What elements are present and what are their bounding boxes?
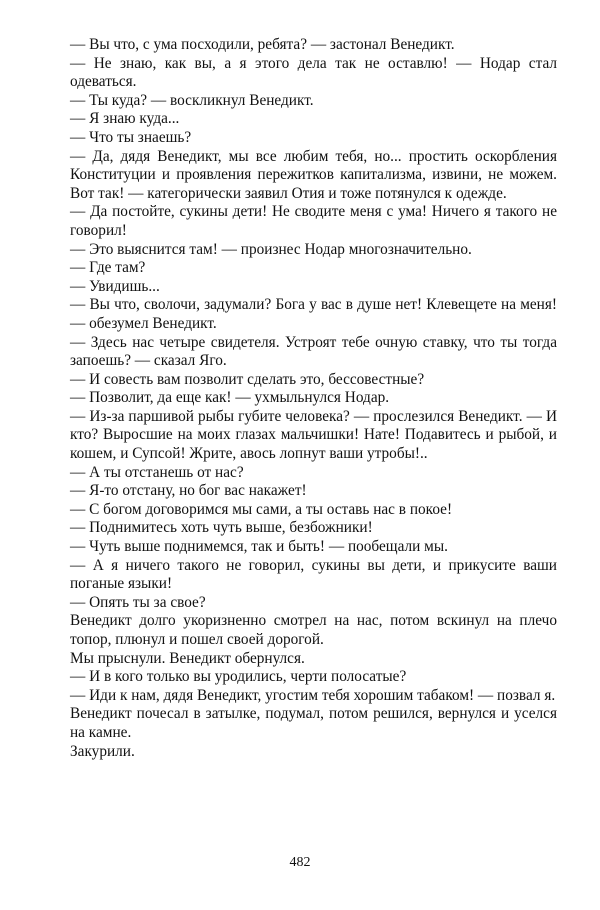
paragraph: — Что ты знаешь?: [70, 128, 192, 146]
paragraph: — Где там?: [70, 259, 146, 277]
paragraph: — С богом договоримся мы сами, а ты оставь нас в покое!: [70, 500, 453, 518]
paragraph: — Увидишь...: [70, 277, 160, 295]
paragraph: — Опять ты за свое?: [70, 593, 206, 611]
paragraph: — Вы что, с ума посходили, ребята? — застонал Венедикт.: [70, 36, 455, 53]
paragraph: Мы прыснули. Венедикт обернулся.: [70, 649, 305, 667]
paragraph: Венедикт почесал в затылке, подумал, потом решился, вернулся и уселся на камне.: [70, 705, 557, 741]
paragraph: — Я знаю куда...: [70, 110, 180, 128]
page-number: 482: [289, 855, 311, 870]
page-text: [70, 36, 557, 761]
paragraph: — Да постойте, сукины дети! Не сводите меня с ума! Ничего я такого не говорил!: [70, 203, 557, 239]
paragraph: — А я ничего такого не говорил, сукины вы дети, и прикусите ваши поганые языки!: [70, 556, 557, 593]
paragraph: — Позволит, да еще как! — ухмыльнулся Нодар.: [70, 389, 390, 407]
paragraph: — Чуть выше поднимемся, так и быть! — пообещали мы.: [70, 538, 448, 556]
paragraph: Закурили.: [70, 742, 135, 760]
paragraph: — Из-за паршивой рыбы губите человека? — прослезился Венедикт. — И кто? Выросшие на моих глазах мальчишки! Нате! Подавитесь и рыбой, и кошем, и Супсой! Жрите, авось лопнут ваши утробы!..: [70, 407, 557, 463]
paragraph: Венедикт долго укоризненно смотрел на нас, потом вскинул на плечо топор, плюнул и пошел своей дорогой.: [70, 612, 557, 648]
paragraph: — Это выяснится там! — произнес Нодар многозначительно.: [70, 240, 472, 258]
paragraph: — Вы что, сволочи, задумали? Бога у вас в душе нет! Клевещете на меня! — обезумел Венедикт.: [70, 296, 557, 332]
paragraph: — Не знаю, как вы, а я этого дела так не оставлю! — Нодар стал одеваться.: [70, 54, 557, 91]
paragraph: — И в кого только вы уродились, черти полосатые?: [70, 668, 407, 686]
paragraph: — Я-то отстану, но бог вас накажет!: [70, 482, 307, 500]
paragraph: — И совесть вам позволит сделать это, бессовестные?: [70, 370, 425, 388]
paragraph: — Иди к нам, дядя Венедикт, угостим тебя хорошим табаком! — позвал я.: [70, 686, 556, 704]
paragraph: — А ты отстанешь от нас?: [70, 463, 244, 481]
paragraph: — Поднимитесь хоть чуть выше, безбожники!: [70, 519, 373, 537]
paragraph: — Да, дядя Венедикт, мы все любим тебя, но... простить оскорбления Конституции и проявления пережитков капитализма, извини, не можем. Вот так! — категорически заявил Отия и тоже потянулся к одежде.: [70, 147, 557, 202]
paragraph: — Ты куда? — воскликнул Венедикт.: [70, 91, 314, 109]
paragraph: — Здесь нас четыре свидетеля. Устроят тебе очную ставку, что ты тогда запоешь? — сказал Яго.: [70, 333, 557, 370]
